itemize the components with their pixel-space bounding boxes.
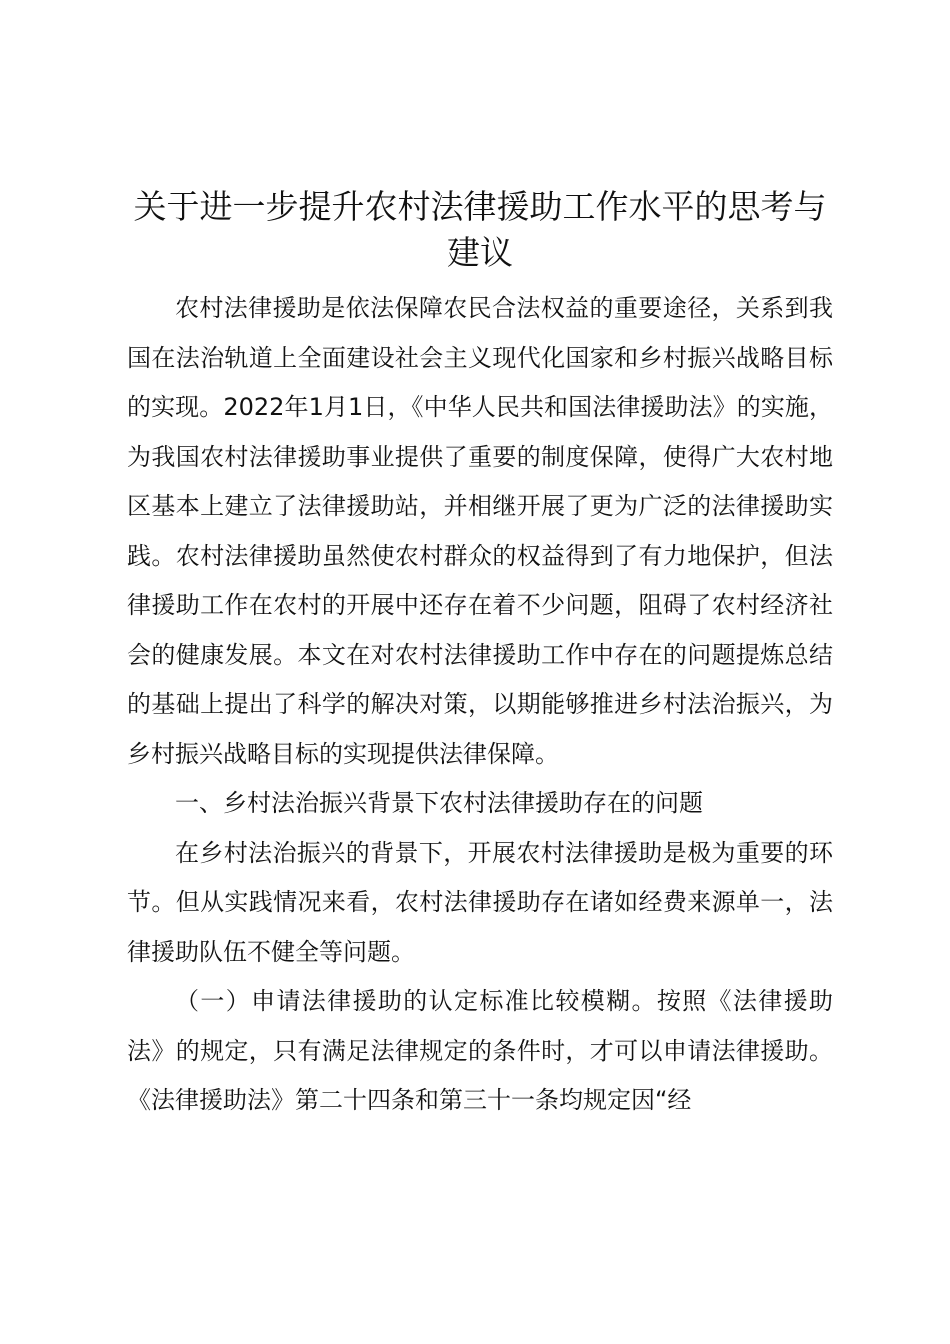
- document-content: [127, 184, 833, 1126]
- document-body: [127, 284, 833, 1126]
- paragraph-subsection-1: （一）申请法律援助的认定标准比较模糊。按照《法律援助法》的规定，只有满足法律规定的条件时，才可以申请法律援助。《法律援助法》第二十四条和第三十一条均规定因“经: [127, 987, 833, 1114]
- document-title: 关于进一步提升农村法律援助工作水平的思考与建议: [133, 187, 827, 272]
- paragraph-background: 在乡村法治振兴的背景下，开展农村法律援助是极为重要的环节。但从实践情况来看，农村法律援助存在诸如经费来源单一，法律援助队伍不健全等问题。: [127, 838, 833, 966]
- section-heading: 一、乡村法治振兴背景下农村法律援助存在的问题: [175, 789, 703, 817]
- paragraph-intro: 农村法律援助是依法保障农民合法权益的重要途径，关系到我国在法治轨道上全面建设社会主义现代化国家和乡村振兴战略目标的实现。2022年1月1日，《中华人民共和国法律援助法》的实施，为我国农村法律援助事业提供了重要的制度保障，使得广大农村地区基本上建立了法律援助站，并相继开展了更为广泛的法律援助实践。农村法律援助虽然使农村群众的权益得到了有力地保护，但法律援助工作在农村的开展中还存在着不少问题，阻碍了农村经济社会的健康发展。本文在对农村法律援助工作中存在的问题提炼总结的基础上提出了科学的解决对策，以期能够推进乡村法治振兴，为乡村振兴战略目标的实现提供法律保障。: [127, 294, 833, 768]
